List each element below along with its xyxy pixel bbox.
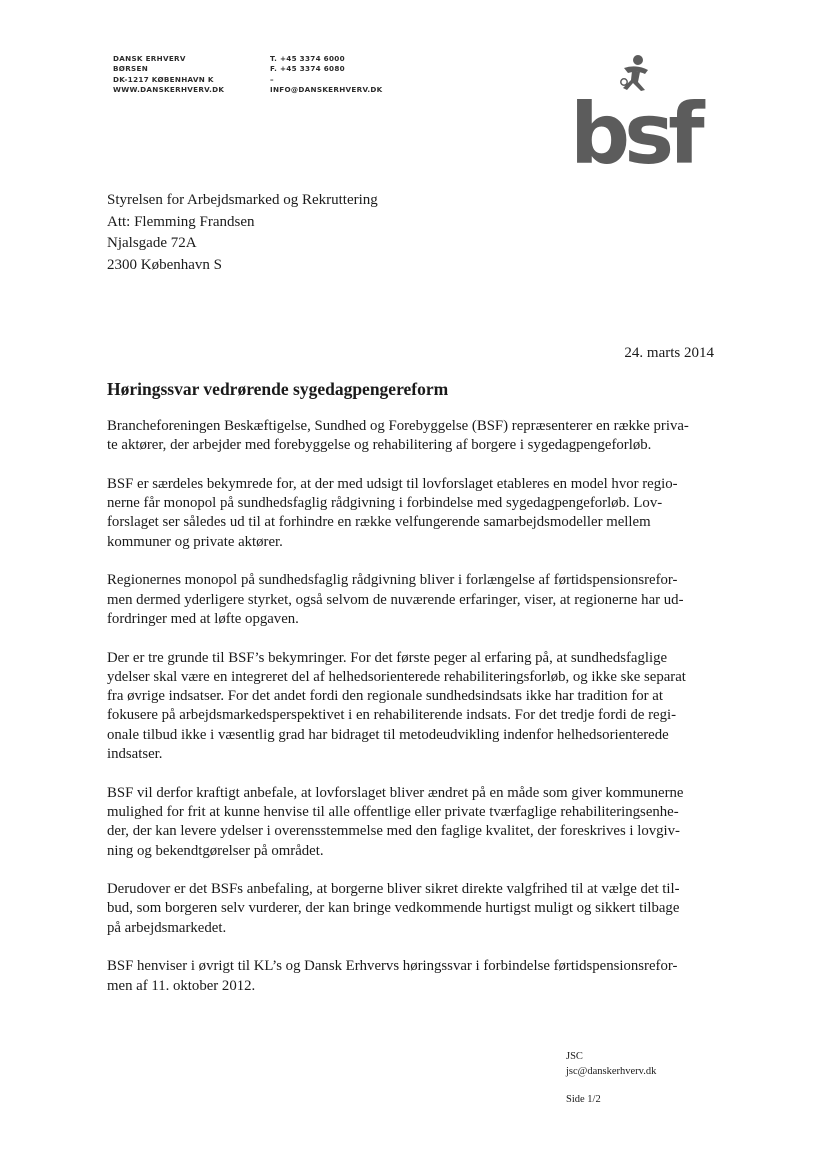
letter-date: 24. marts 2014 [624,345,714,361]
text-line: forslaget ser således ud til at forhindre en række velfungerende samarbejdsmodeller mellem [107,514,651,531]
text-line: men dermed yderligere styrket, også selvom de nuværende erfaringer, viser, at regionerne har ud- [107,591,684,608]
text-line: men af 11. oktober 2012. [107,977,256,994]
fax-number: F. +45 3374 6080 [270,64,345,74]
contact-email-link[interactable]: INFO@DANSKERHVERV.DK [270,85,383,95]
body-paragraph [107,417,717,456]
text-line: fordringer med at løfte opgaven. [107,610,299,627]
body-paragraph [107,571,717,629]
contact-separator: – [270,74,274,84]
sender-website-link[interactable]: WWW.DANSKERHVERV.DK [113,85,225,95]
body-paragraph [107,880,717,938]
signature-initials: JSC [566,1051,583,1062]
text-line: BSF henviser i øvrigt til KL’s og Dansk Erhvervs høringssvar i forbindelse førtidspensionsrefor- [107,958,678,975]
text-line: Brancheforeningen Beskæftigelse, Sundhed og Forebyggelse (BSF) repræsenterer en række priva- [107,418,689,434]
text-line: BSF vil derfor kraftigt anbefale, at lovforslaget bliver ændret på en måde som giver kommunerne [107,784,684,801]
text-line: Der er tre grunde til BSF’s bekymringer. For det første peger al erfaring på, at sundhedsfaglige [107,649,668,666]
text-line: mulighed for frit at kunne henvise til alle offentlige eller private tværfaglige rehabiliteringsenhe- [107,803,679,820]
text-line: ydelser skal være en integreret del af helhedsorienterede rehabiliteringsforløb, og ikke ske separat [107,668,686,685]
signature-email-link[interactable]: jsc@danskerhverv.dk [566,1066,657,1077]
text-line: ning og bekendtgørelser på området. [107,842,324,859]
text-line: te aktører, der arbejder med forebyggelse og rehabilitering af borgere i sygedagpengeforløb. [107,437,652,454]
body-paragraph [107,957,717,996]
sender-contact [270,54,383,96]
text-line: onale tilbud ikke i væsentlig grad har bidraget til metodeudvikling indenfor helhedsorienterede [107,726,669,743]
sender-address [113,54,224,96]
bsf-logo [568,52,718,183]
sender-line: BØRSEN [113,64,149,74]
text-line: fra øvrige indsatser. For det andet fordi den regionale sundhedsindsats ikke har tradition for at [107,688,663,705]
phone-number: T. +45 3374 6000 [270,54,345,63]
text-line: bud, som borgeren selv vurderer, der kan bringe vedkommende hurtigst muligt og sikkert tilbage [107,900,680,917]
recipient-line: 2300 København S [107,256,222,273]
text-line: indsatser. [107,746,163,763]
recipient-line: Styrelsen for Arbejdsmarked og Rekruttering [107,192,378,208]
text-line: fokusere på arbejdsmarkedsperspektivet i en rehabiliterende indsats. For det tredje fordi de regi- [107,707,677,724]
body-paragraph [107,784,717,861]
letter-body [107,417,717,1015]
logo-wordmark: bsf [570,85,699,183]
sender-line: DK-1217 KØBENHAVN K [113,74,214,84]
body-paragraph [107,475,717,552]
text-line: nerne får monopol på sundhedsfaglig rådgivning i forbindelse med sygedagpengeforløb. Lov- [107,495,663,512]
body-paragraph [107,649,717,765]
text-line: kommuner og private aktører. [107,533,283,550]
page-number: Side 1/2 [566,1094,601,1105]
sender-line: DANSK ERHVERV [113,54,186,63]
text-line: på arbejdsmarkedet. [107,919,227,936]
text-line: BSF er særdeles bekymrede for, at der med udsigt til lovforslaget etableres en model hvor regio- [107,475,678,492]
signature-block [566,1049,656,1079]
recipient-line: Njalsgade 72A [107,235,197,251]
recipient-line: Att: Flemming Frandsen [107,213,255,230]
letter-title: Høringssvar vedrørende sygedagpengereform [107,379,449,399]
text-line: Derudover er det BSFs anbefaling, at borgerne bliver sikret direkte valgfrihed til at vælge det til- [107,881,680,898]
text-line: der, der kan levere ydelser i overensstemmelse med den faglige kvalitet, der foreskrives i lovgiv- [107,823,680,840]
recipient-address [107,190,378,276]
text-line: Regionernes monopol på sundhedsfaglig rådgivning bliver i forlængelse af førtidspensionsrefor- [107,572,678,589]
